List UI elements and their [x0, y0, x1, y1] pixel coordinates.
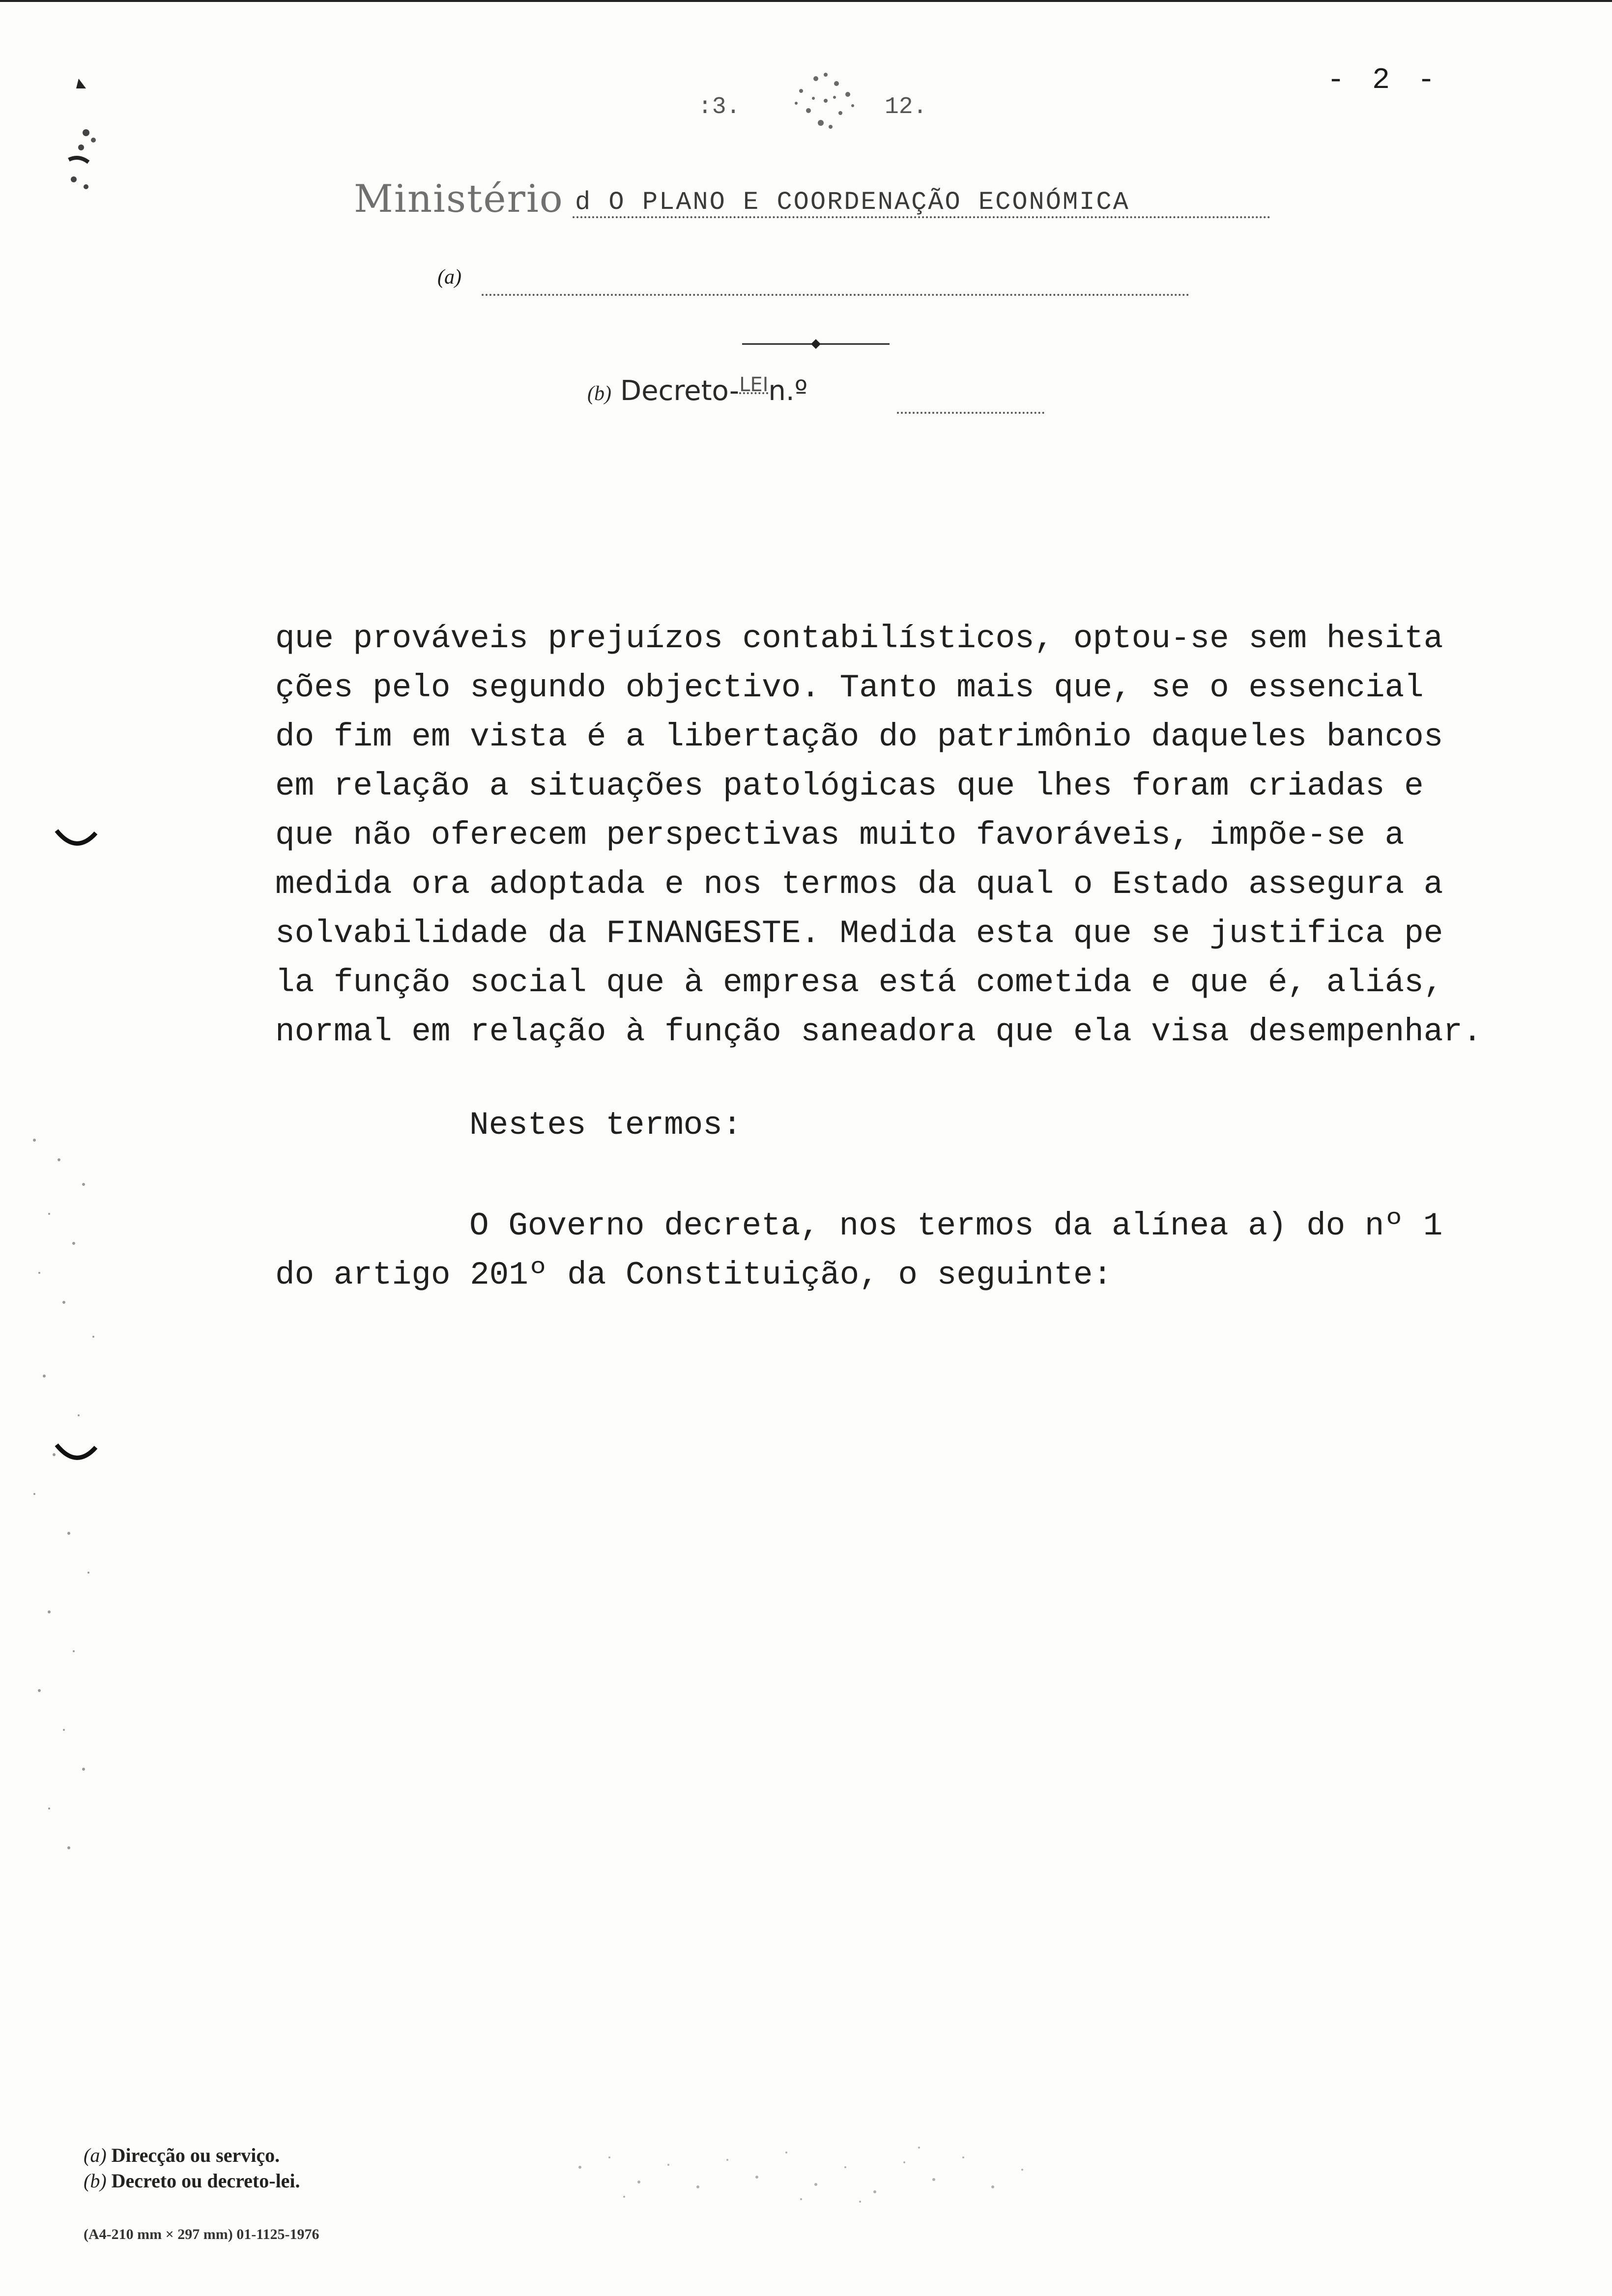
body-line: solvabilidade da FINANGESTE. Medida esta que se justifica pe	[275, 915, 1443, 952]
footnote-b	[84, 2168, 526, 2194]
body-line: que não oferecem perspectivas muito favoráveis, impõe-se a	[275, 817, 1405, 854]
body-line: medida ora adoptada e nos termos da qual o Estado assegura a	[275, 866, 1443, 903]
decree-marker: (b)	[587, 382, 611, 405]
direction-field	[437, 265, 1194, 305]
footnote-a	[84, 2143, 526, 2168]
decree-statement-line-1: O Governo decreta, nos termos da alínea a) do nº 1	[469, 1207, 1443, 1244]
dotted-fill-line	[573, 216, 1270, 218]
top-border	[0, 0, 1612, 2]
decree-statement-line-2: do artigo 201º da Constituição, o seguinte:	[275, 1257, 1113, 1293]
dotted-fill-line	[482, 294, 1189, 296]
direction-marker: (a)	[437, 266, 461, 288]
body-line: em relação a situações patológicas que lhes foram criadas e	[275, 768, 1424, 804]
dotted-fill-line	[897, 412, 1044, 414]
page-number: - 2 -	[1327, 64, 1440, 97]
margin-ink-mark-icon	[59, 74, 113, 201]
svg-text:12.: 12.	[885, 94, 927, 120]
ornament-divider-icon	[742, 334, 890, 354]
decree-suffix: n.º	[768, 375, 808, 407]
ministry-label: Ministério	[354, 177, 564, 221]
footnote-a-text: Direcção ou serviço.	[111, 2144, 280, 2166]
binding-hole-mark-icon	[54, 826, 98, 855]
body-line: normal em relação à função saneadora que ela visa desempenhar.	[275, 1013, 1482, 1050]
seal-stamp	[678, 64, 953, 143]
decree-title	[587, 373, 1079, 423]
decree-type: LEI	[739, 373, 769, 396]
body-line: que prováveis prejuízos contabilísticos, optou-se sem hesita	[275, 620, 1443, 657]
svg-text::3.: :3.	[698, 94, 741, 120]
print-reference: (A4-210 mm × 297 mm) 01-1125-1976	[84, 2226, 319, 2242]
decree-prefix: Decreto-	[620, 375, 740, 407]
body-line: ções pelo segundo objectivo. Tanto mais que, se o essencial	[275, 669, 1424, 706]
ministry-header	[354, 177, 1288, 231]
body-paragraph	[275, 614, 1494, 1057]
ministry-department: d O PLANO E COORDENAÇÃO ECONÓMICA	[575, 188, 1130, 217]
footnotes	[84, 2143, 526, 2194]
closing-intro: Nestes termos:	[469, 1107, 742, 1144]
scan-speckle-noise	[565, 2138, 1057, 2211]
footnote-a-marker: (a)	[84, 2144, 107, 2166]
body-line: do fim em vista é a libertação do patrimônio daqueles bancos	[275, 718, 1443, 755]
footnote-b-text: Decreto ou decreto-lei.	[111, 2170, 300, 2192]
footnote-b-marker: (b)	[84, 2170, 107, 2192]
body-line: la função social que à empresa está cometida e que é, aliás,	[275, 964, 1443, 1001]
margin-speckle-noise	[20, 1130, 108, 1867]
